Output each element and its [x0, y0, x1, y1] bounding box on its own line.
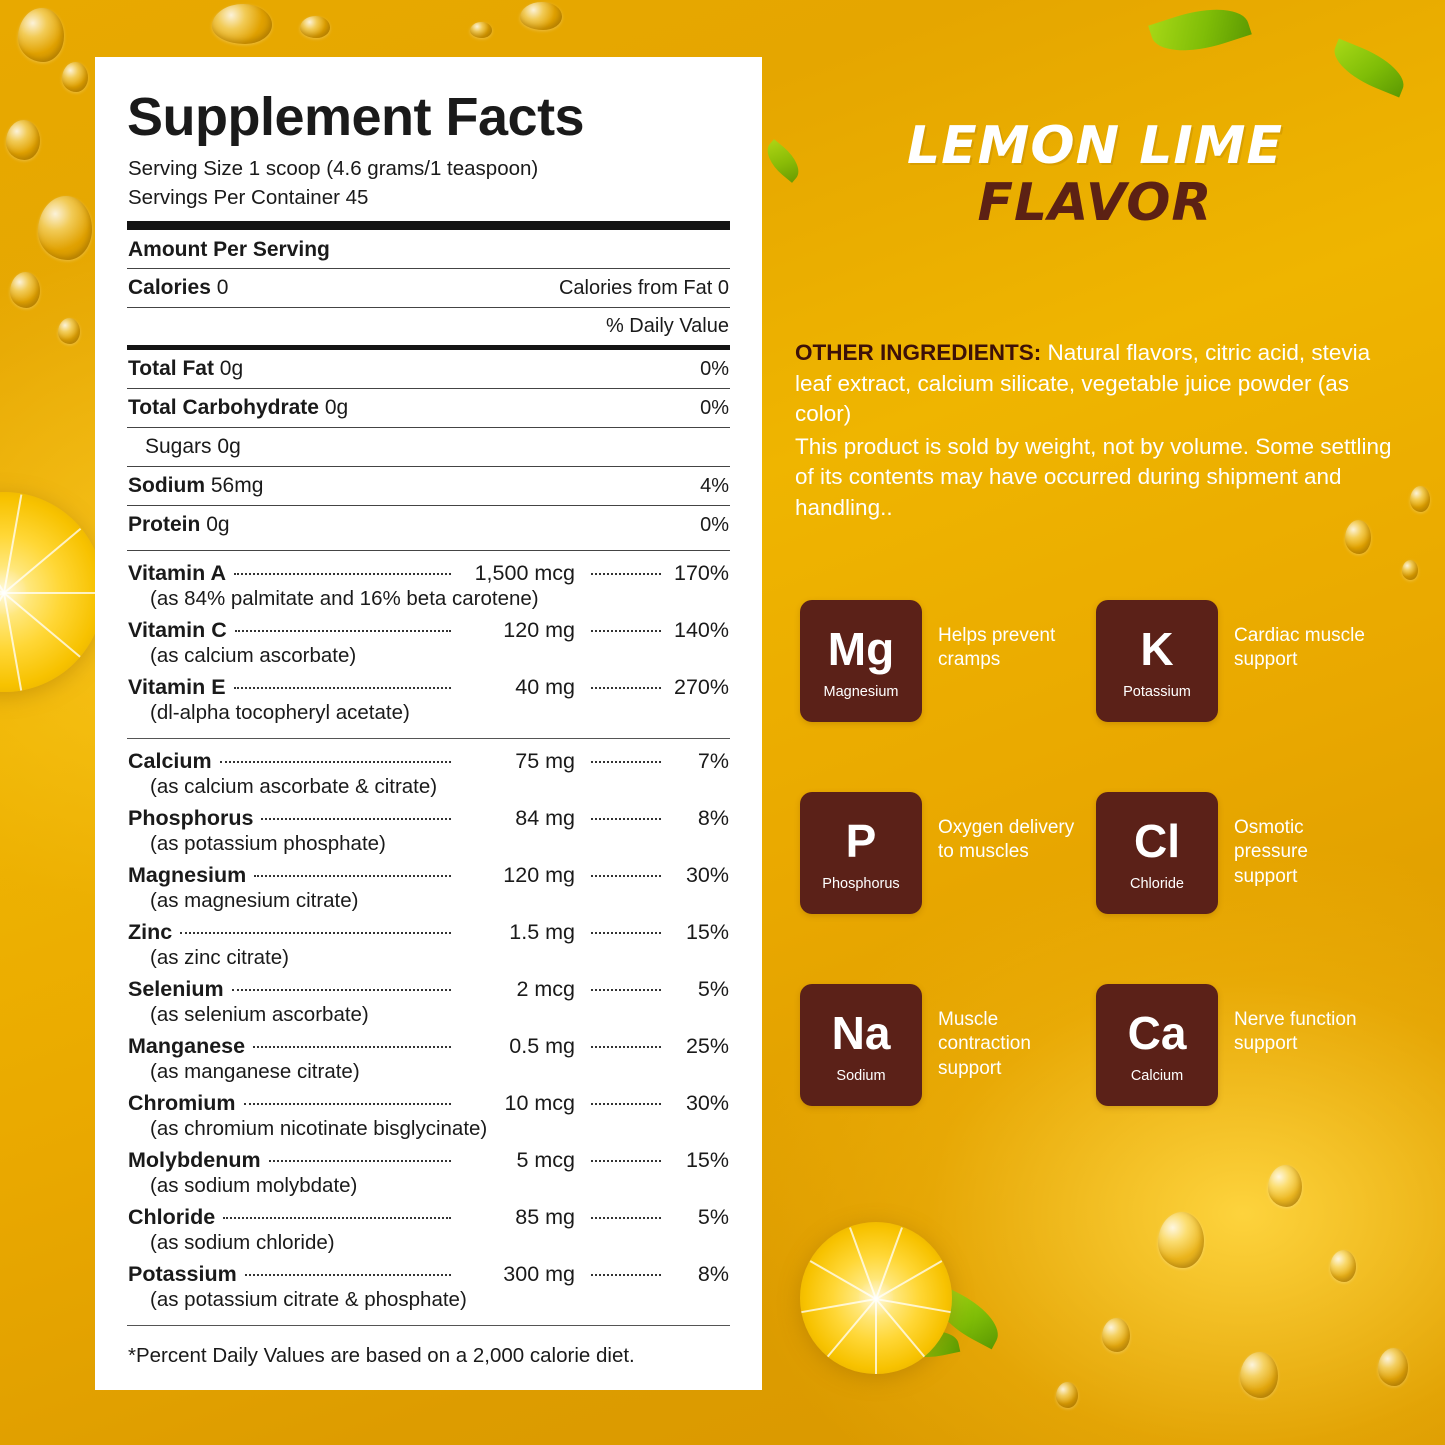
nutrient-dv: 270% [674, 675, 729, 700]
water-drop-icon [1402, 560, 1418, 580]
nutrient-dv: 5% [697, 977, 729, 1002]
nutrient-dv: 0% [700, 514, 729, 537]
leader-dots [591, 687, 661, 689]
nutrient-dv: 25% [685, 1034, 729, 1059]
mineral-benefit: Cardiac muscle support [1234, 625, 1365, 671]
leader-dots [235, 630, 451, 632]
nutrient-source: (dl-alpha tocopheryl acetate) [150, 701, 410, 725]
nutrient-dv: 15% [685, 1148, 729, 1173]
daily-value-header: % Daily Value [605, 315, 729, 338]
mineral-card-cl [1096, 792, 1392, 984]
serving-size: Serving Size 1 scoop (4.6 grams/1 teaspoon) [128, 156, 539, 180]
nutrient-source: (as selenium ascorbate) [150, 1003, 369, 1027]
leader-dots [591, 932, 661, 934]
other-ingredients-label: OTHER INGREDIENTS: [795, 340, 1042, 365]
servings-per-container: Servings Per Container 45 [128, 186, 369, 210]
element-name: Phosphorus [822, 876, 900, 892]
nutrient-source: (as manganese citrate) [150, 1060, 360, 1084]
nutrient-amount: 120 mg [503, 863, 575, 888]
table-row [123, 428, 734, 466]
nutrient-dv: 170% [674, 561, 729, 586]
table-row [123, 1201, 734, 1230]
divider [127, 1325, 730, 1326]
leader-dots [232, 989, 451, 991]
nutrient-dv: 8% [697, 1262, 729, 1287]
nutrient-source: (as calcium ascorbate) [150, 644, 357, 668]
nutrient-dv: 0% [700, 397, 729, 420]
leader-dots [223, 1217, 451, 1219]
divider [127, 738, 730, 739]
nutrient-name: Vitamin A [128, 561, 226, 586]
table-row [123, 859, 734, 888]
nutrient-amount: 1.5 mg [509, 920, 575, 945]
leader-dots [591, 761, 661, 763]
nutrient-name: Calcium [128, 749, 212, 774]
nutrient-amount: 0g [206, 513, 230, 537]
element-tile [800, 600, 922, 722]
table-row [123, 1087, 734, 1116]
nutrient-dv: 15% [685, 920, 729, 945]
nutrient-amount: 84 mg [515, 806, 575, 831]
leader-dots [220, 761, 451, 763]
nutrient-dv: 0% [700, 358, 729, 381]
table-row [123, 506, 734, 544]
nutrient-dv: 4% [700, 475, 729, 498]
nutrient-amount: 0g [217, 435, 241, 459]
nutrient-name: Sodium [128, 474, 205, 498]
nutrient-source: (as chromium nicotinate bisglycinate) [150, 1117, 488, 1141]
nutrient-name: Protein [128, 513, 201, 537]
water-drop-icon [1410, 486, 1430, 512]
divider [127, 221, 730, 230]
mineral-benefit: Nerve function support [1234, 1009, 1357, 1055]
nutrient-amount: 56mg [210, 474, 264, 498]
water-drop-icon [1102, 1318, 1130, 1352]
element-name: Chloride [1130, 876, 1184, 892]
flavor-word: FLAVOR [977, 173, 1213, 233]
leader-dots [591, 989, 661, 991]
element-tile [1096, 792, 1218, 914]
nutrient-name: Vitamin E [128, 675, 226, 700]
nutrient-amount: 1,500 mcg [474, 561, 575, 586]
nutrient-dv: 8% [697, 806, 729, 831]
water-drop-icon [212, 4, 272, 44]
table-row [123, 1258, 734, 1287]
nutrient-source: (as sodium molybdate) [150, 1174, 358, 1198]
vitamins-group [123, 551, 734, 728]
water-drop-icon [1056, 1382, 1078, 1408]
calories-from-fat: Calories from Fat 0 [558, 277, 729, 300]
supplement-facts-panel [95, 57, 762, 1390]
nutrient-source: (as calcium ascorbate & citrate) [150, 775, 438, 799]
leaf-icon [1148, 0, 1252, 64]
nutrient-name: Sugars [145, 435, 212, 459]
amount-per-serving-header: Amount Per Serving [128, 238, 330, 262]
table-row [123, 973, 734, 1002]
table-row [123, 1030, 734, 1059]
leader-dots [591, 818, 661, 820]
water-drop-icon [520, 2, 562, 30]
element-tile [1096, 600, 1218, 722]
element-name: Sodium [836, 1068, 886, 1084]
leader-dots [591, 1274, 661, 1276]
element-tile [800, 792, 922, 914]
flavor-headline [795, 116, 1395, 233]
element-symbol: P [845, 815, 877, 867]
nutrient-amount: 120 mg [503, 618, 575, 643]
leader-dots [591, 1217, 661, 1219]
nutrient-source: (as magnesium citrate) [150, 889, 359, 913]
panel-title: Supplement Facts [127, 87, 585, 147]
water-drop-icon [1378, 1348, 1408, 1386]
water-drop-icon [58, 318, 80, 344]
nutrient-dv: 140% [674, 618, 729, 643]
calories-label: Calories [128, 276, 211, 300]
table-row [123, 557, 734, 586]
water-drop-icon [62, 62, 88, 92]
table-row [123, 350, 734, 388]
leader-dots [180, 932, 451, 934]
table-row [123, 802, 734, 831]
nutrient-amount: 300 mg [503, 1262, 575, 1287]
nutrient-amount: 75 mg [515, 749, 575, 774]
calories-value: 0 [216, 276, 229, 300]
water-drop-icon [1345, 520, 1371, 554]
nutrient-amount: 40 mg [515, 675, 575, 700]
element-name: Potassium [1123, 684, 1191, 700]
nutrient-name: Manganese [128, 1034, 246, 1059]
nutrient-name: Total Carbohydrate [128, 396, 319, 420]
element-symbol: Na [831, 1007, 891, 1059]
storage-note: This product is sold by weight, not by volume. Some settling of its contents may have occurred during shipment and handling.. [795, 433, 1392, 520]
element-symbol: Ca [1127, 1007, 1187, 1059]
mineral-card-ca [1096, 984, 1392, 1176]
leader-dots [254, 875, 451, 877]
nutrient-amount: 0g [324, 396, 349, 420]
table-row [123, 745, 734, 774]
other-ingredients-block [795, 338, 1395, 524]
element-symbol: K [1140, 623, 1174, 675]
element-name: Magnesium [823, 684, 899, 700]
nutrient-name: Phosphorus [128, 806, 254, 831]
nutrient-amount: 5 mcg [516, 1148, 575, 1173]
water-drop-icon [6, 120, 40, 160]
nutrient-amount: 2 mcg [516, 977, 575, 1002]
lemon-slice-image [800, 1222, 952, 1374]
nutrient-source: (as potassium phosphate) [150, 832, 386, 856]
leader-dots [591, 1103, 661, 1105]
other-ingredients-body: Natural flavors, citric acid, stevia leaf extract, calcium silicate, vegetable juice powder (as color) [795, 340, 1371, 427]
mineral-card-p [800, 792, 1096, 984]
lemon-slice-image [0, 492, 104, 692]
table-row [123, 467, 734, 505]
nutrient-name: Total Fat [128, 357, 214, 381]
calories-row [123, 269, 734, 307]
mineral-benefit: Osmotic pressure support [1234, 817, 1308, 887]
leader-dots [245, 1274, 451, 1276]
leader-dots [244, 1103, 452, 1105]
water-drop-icon [10, 272, 40, 308]
leader-dots [591, 573, 661, 575]
leaf-icon [1327, 39, 1411, 98]
leader-dots [591, 630, 661, 632]
nutrient-name: Vitamin C [128, 618, 227, 643]
nutrient-amount: 85 mg [515, 1205, 575, 1230]
water-drop-icon [1158, 1212, 1204, 1268]
mineral-card-k [1096, 600, 1392, 792]
water-drop-icon [300, 16, 330, 38]
element-symbol: Mg [827, 623, 895, 675]
table-row [123, 671, 734, 700]
table-row [123, 614, 734, 643]
leader-dots [591, 1046, 661, 1048]
nutrient-name: Chloride [128, 1205, 216, 1230]
element-tile [1096, 984, 1218, 1106]
nutrient-dv: 30% [685, 863, 729, 888]
daily-value-footnote: *Percent Daily Values are based on a 2,000 calorie diet. [128, 1344, 635, 1368]
nutrient-amount: 0g [219, 357, 244, 381]
flavor-name: LEMON LIME [907, 116, 1283, 176]
minerals-group [123, 745, 734, 1315]
water-drop-icon [1240, 1352, 1278, 1398]
mineral-card-na [800, 984, 1096, 1176]
water-drop-icon [38, 196, 92, 260]
table-row [123, 389, 734, 427]
element-symbol: Cl [1134, 815, 1180, 867]
nutrient-amount: 0.5 mg [509, 1034, 575, 1059]
nutrient-name: Zinc [128, 920, 173, 945]
leader-dots [591, 875, 661, 877]
nutrient-name: Molybdenum [128, 1148, 261, 1173]
leader-dots [261, 818, 451, 820]
leader-dots [234, 573, 451, 575]
mineral-benefit: Muscle contraction support [938, 1009, 1031, 1079]
water-drop-icon [18, 8, 64, 62]
leader-dots [253, 1046, 451, 1048]
element-tile [800, 984, 922, 1106]
nutrient-source: (as zinc citrate) [150, 946, 289, 970]
nutrient-dv: 5% [697, 1205, 729, 1230]
mineral-benefits-grid [800, 600, 1400, 1176]
nutrient-dv: 7% [697, 749, 729, 774]
leader-dots [234, 687, 451, 689]
mineral-card-mg [800, 600, 1096, 792]
nutrient-source: (as sodium chloride) [150, 1231, 335, 1255]
mineral-benefit: Oxygen delivery to muscles [938, 817, 1075, 863]
water-drop-icon [470, 22, 492, 38]
nutrient-dv: 30% [685, 1091, 729, 1116]
nutrient-source: (as 84% palmitate and 16% beta carotene) [150, 587, 539, 611]
nutrient-name: Chromium [128, 1091, 236, 1116]
leader-dots [591, 1160, 661, 1162]
nutrient-name: Selenium [128, 977, 224, 1002]
leader-dots [269, 1160, 451, 1162]
table-row [123, 916, 734, 945]
nutrient-name: Potassium [128, 1262, 237, 1287]
nutrient-amount: 10 mcg [504, 1091, 575, 1116]
mineral-benefit: Helps prevent cramps [938, 625, 1056, 671]
water-drop-icon [1330, 1250, 1356, 1282]
nutrient-source: (as potassium citrate & phosphate) [150, 1288, 467, 1312]
element-name: Calcium [1130, 1068, 1184, 1084]
nutrient-name: Magnesium [128, 863, 247, 888]
table-row [123, 1144, 734, 1173]
